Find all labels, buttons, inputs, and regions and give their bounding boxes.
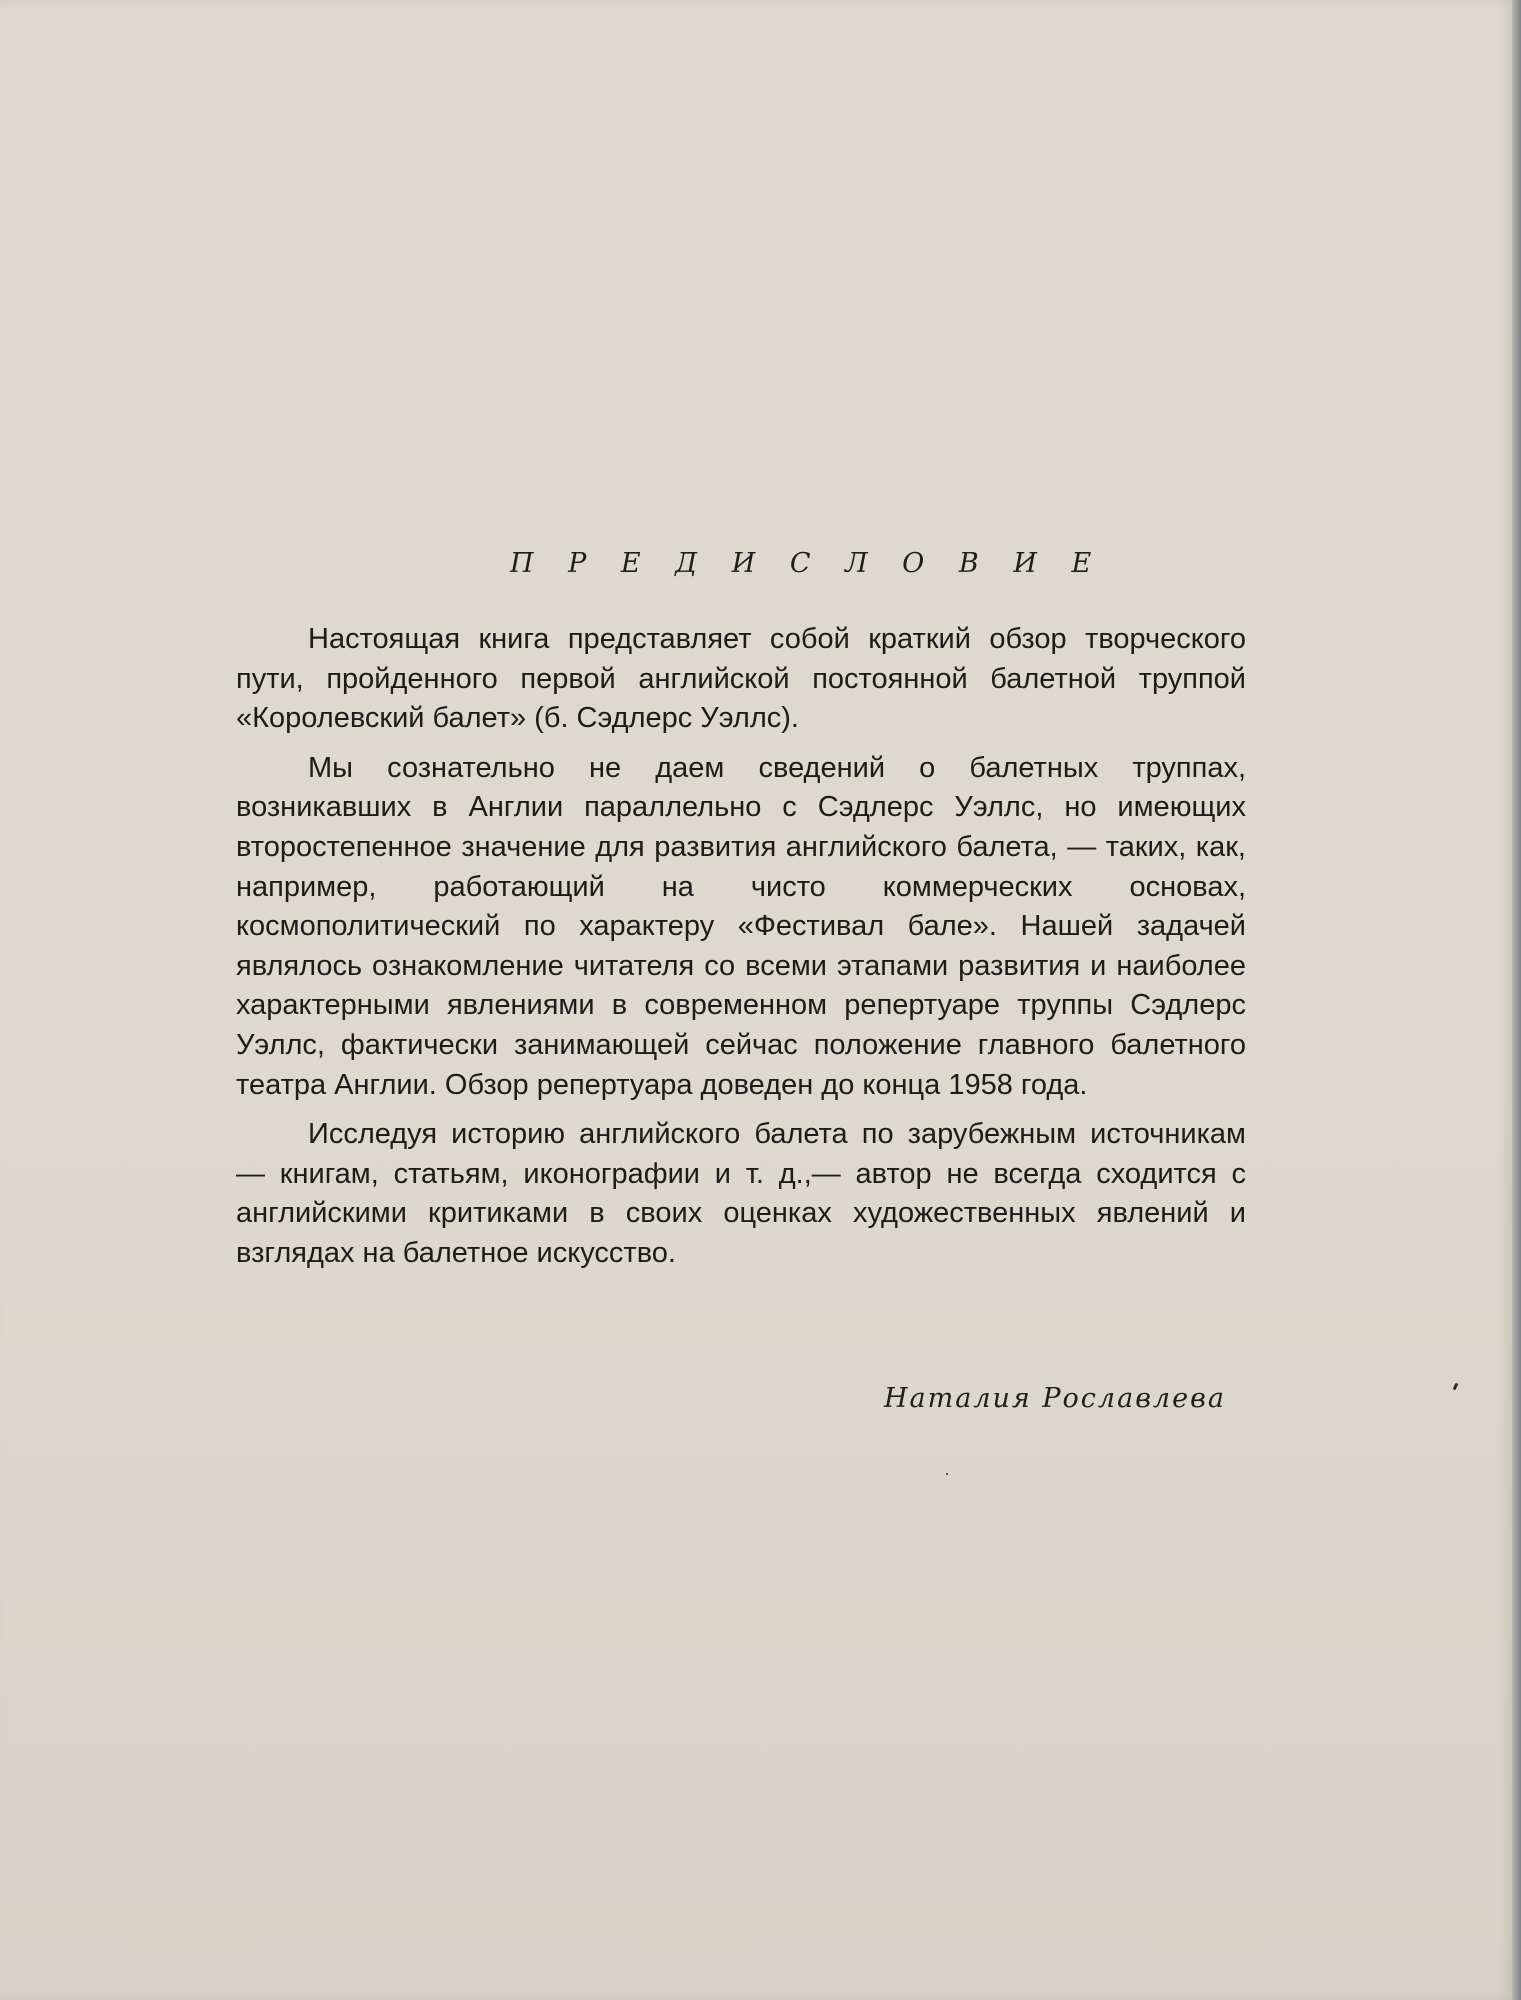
- paragraph-3: Исследуя историю английского балета по зарубежным источникам — книгам, статьям, иконографии и т. д.,— автор не всегда сходится с английскими критиками в своих оценках художественных явлений и взглядах на балетное искусство.: [236, 1118, 1246, 1269]
- ink-speck: [946, 1473, 948, 1475]
- paragraph-2: Мы сознательно не даем сведений о балетных труппах, возникавших в Англии параллельно с Сэдлерс Уэллс, но имеющих второстепенное значение для развития английского балета, — таких, как, например, работающий на чисто коммерческих основах, космополитический по характеру «Фестивал бале». Нашей задачей являлось ознакомление читателя со всеми этапами развития и наиболее характерными явлениями в современном репертуаре труппы Сэдлерс Уэллс, фактически занимающей сейчас положение главного балетного театра Англии. Обзор репертуара доведен до конца 1958 года.: [236, 751, 1246, 1101]
- paragraph-1: Настоящая книга представляет собой краткий обзор творческого пути, пройденного первой английской постоянной балетной труппой «Королевский балет» (б. Сэдлерс Уэллс).: [236, 623, 1246, 735]
- author-signature: Наталия Рославлева: [884, 1383, 1226, 1414]
- page-heading: П Р Е Д И С Л О В И Е: [510, 548, 1105, 579]
- preface-text: [236, 620, 1246, 1284]
- page-edge: [1512, 0, 1521, 2000]
- ink-speck: [1453, 1383, 1459, 1391]
